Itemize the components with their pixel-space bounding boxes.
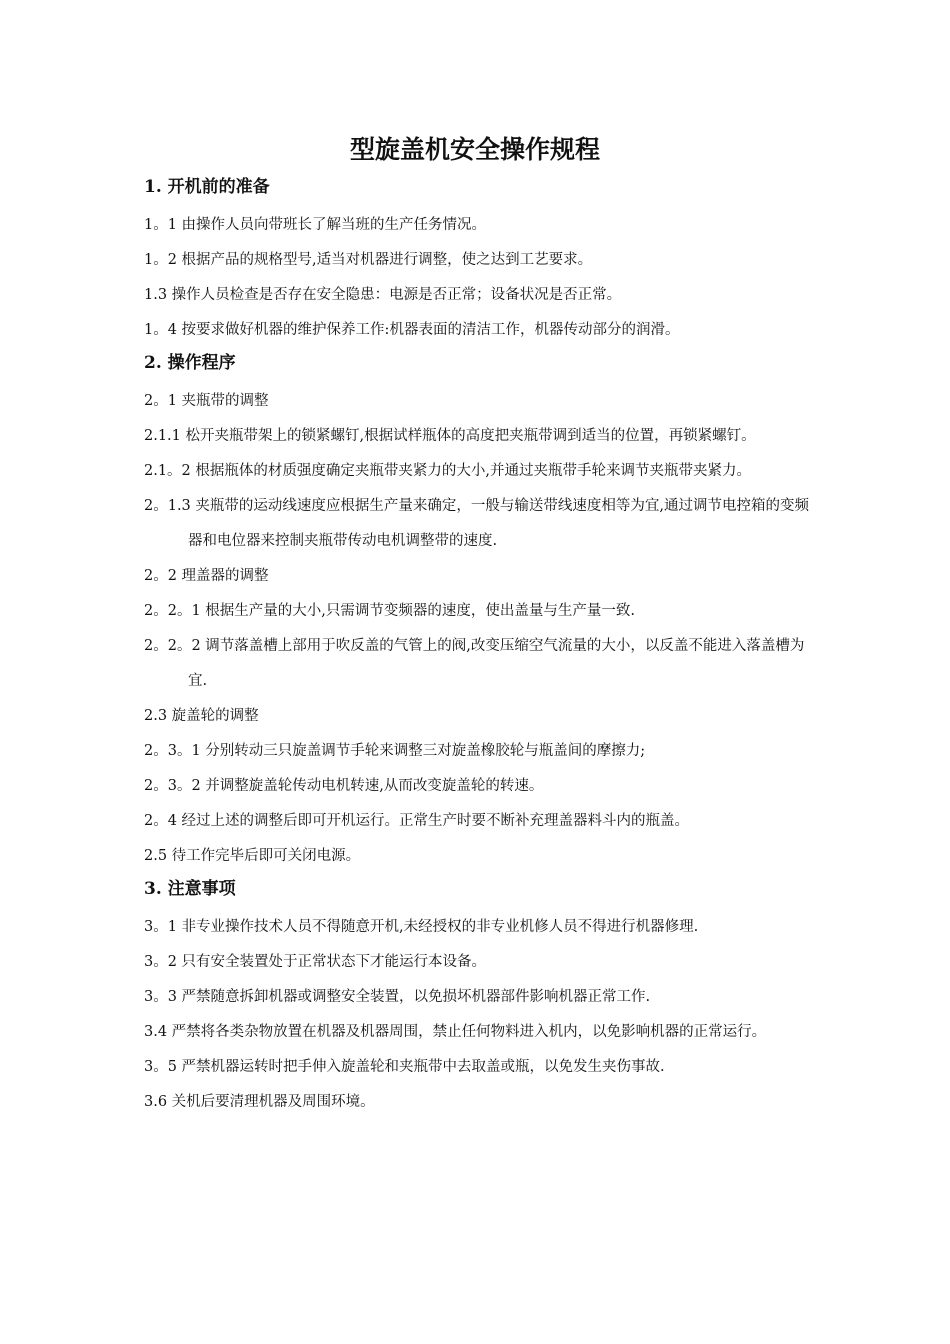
section-heading-preparation: 1. 开机前的准备 xyxy=(144,177,270,197)
clause-2-3-1: 2。3。1 分别转动三只旋盖调节手轮来调整三对旋盖橡胶轮与瓶盖间的摩擦力; xyxy=(144,743,646,759)
clause-2-1-2: 2.1。2 根据瓶体的材质强度确定夹瓶带夹紧力的大小,并通过夹瓶带手轮来调节夹瓶带夹紧力。 xyxy=(144,463,751,479)
clause-2-1-1: 2.1.1 松开夹瓶带架上的锁紧螺钉,根据试样瓶体的高度把夹瓶带调到适当的位置，再锁紧螺钉。 xyxy=(144,428,756,444)
clause-3-2: 3。2 只有安全装置处于正常状态下才能运行本设备。 xyxy=(144,954,487,970)
clause-3-4: 3.4 严禁将各类杂物放置在机器及机器周围，禁止任何物料进入机内，以免影响机器的正常运行。 xyxy=(144,1024,767,1040)
clause-3-5: 3。5 严禁机器运转时把手伸入旋盖轮和夹瓶带中去取盖或瓶，以免发生夹伤事故. xyxy=(144,1059,665,1075)
clause-1-2: 1。2 根据产品的规格型号,适当对机器进行调整，使之达到工艺要求。 xyxy=(144,252,593,268)
clause-2-1: 2。1 夹瓶带的调整 xyxy=(144,393,269,409)
clause-2-2: 2。2 理盖器的调整 xyxy=(144,568,269,584)
clause-2-1-3: 2。1.3 夹瓶带的运动线速度应根据生产量来确定，一般与输送带线速度相等为宜,通过调节电控箱的变频器和电位器来控制夹瓶带传动电机调整带的速度. xyxy=(144,498,809,549)
clause-1-4: 1。4 按要求做好机器的维护保养工作:机器表面的清洁工作，机器传动部分的润滑。 xyxy=(144,322,680,338)
clause-1-1: 1。1 由操作人员向带班长了解当班的生产任务情况。 xyxy=(144,217,487,233)
clause-1-3: 1.3 操作人员检查是否存在安全隐患：电源是否正常；设备状况是否正常。 xyxy=(144,287,622,303)
clause-2-4: 2。4 经过上述的调整后即可开机运行。正常生产时要不断补充理盖器料斗内的瓶盖。 xyxy=(144,813,690,829)
clause-2-3: 2.3 旋盖轮的调整 xyxy=(144,708,259,724)
clause-2-2-2: 2。2。2 调节落盖槽上部用于吹反盖的气管上的阀,改变压缩空气流量的大小，以反盖不能进入落盖槽为宜. xyxy=(144,638,805,689)
clause-3-1: 3。1 非专业操作技术人员不得随意开机,未经授权的非专业机修人员不得进行机器修理. xyxy=(144,919,699,935)
clause-2-2-1: 2。2。1 根据生产量的大小,只需调节变频器的速度，使出盖量与生产量一致. xyxy=(144,603,636,619)
document-title: 型旋盖机安全操作规程 xyxy=(349,135,600,164)
section-heading-precautions: 3. 注意事项 xyxy=(144,879,236,899)
clause-3-6: 3.6 关机后要清理机器及周围环境。 xyxy=(144,1094,375,1110)
clause-3-3: 3。3 严禁随意拆卸机器或调整安全装置，以免损坏机器部件影响机器正常工作. xyxy=(144,989,651,1005)
clause-2-5: 2.5 待工作完毕后即可关闭电源。 xyxy=(144,848,361,864)
document-body xyxy=(144,172,810,1120)
section-heading-procedure: 2. 操作程序 xyxy=(144,353,236,373)
clause-2-3-2: 2。3。2 并调整旋盖轮传动电机转速,从而改变旋盖轮的转速。 xyxy=(144,778,544,794)
